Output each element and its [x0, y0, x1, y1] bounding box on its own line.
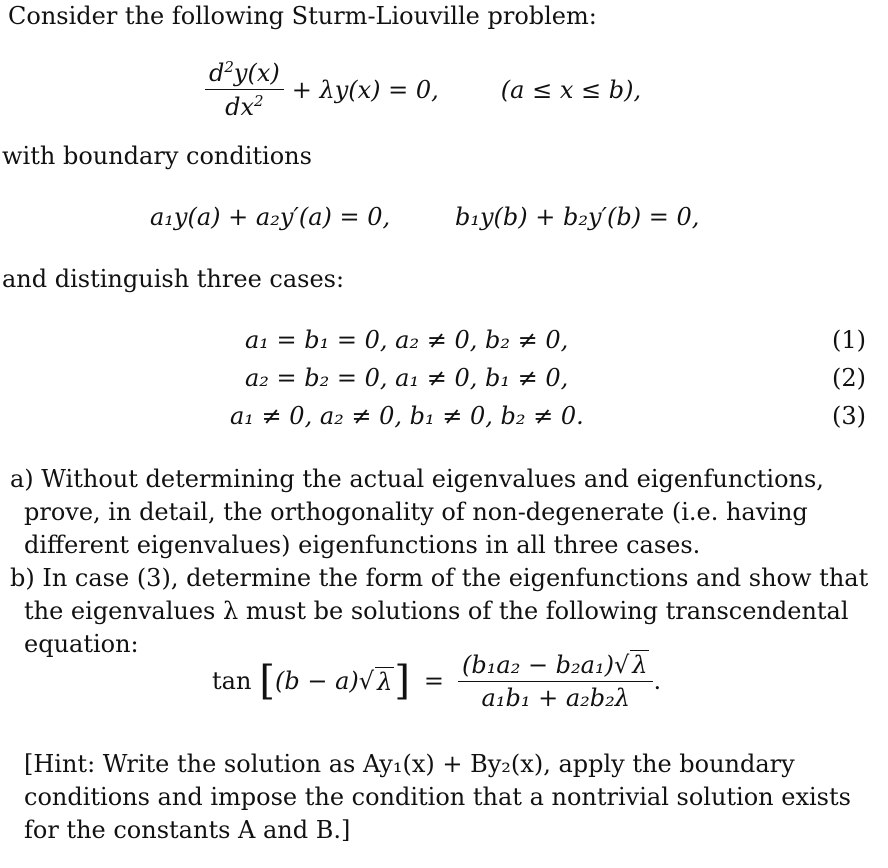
sqrt-symbol: √: [358, 667, 375, 695]
tan-label: tan: [212, 667, 252, 695]
with-bc-text: with boundary conditions: [2, 142, 312, 170]
case-1: a₁ = b₁ = 0, a₂ ≠ 0, b₂ ≠ 0,: [245, 326, 569, 354]
bc-right: b₁y(b) + b₂y′(b) = 0,: [455, 203, 700, 231]
transcendental-equation: [212, 650, 661, 712]
case-1-number: (1): [832, 326, 866, 354]
ode-rest: + λy(x) = 0,: [291, 75, 439, 104]
rhs-fraction: $\frac{\text{(b₁a₂ − b₂a₁)√ λ}}{\text{a₁b₁ + a₂b₂λ}}$: [458, 650, 653, 712]
case-2-number: (2): [832, 364, 866, 392]
tan-argument: (b − a): [275, 667, 359, 695]
three-cases-text: and distinguish three cases:: [2, 265, 345, 293]
left-bracket: [: [259, 658, 276, 704]
bc-left: a₁y(a) + a₂y′(a) = 0,: [150, 203, 391, 231]
right-bracket: ]: [394, 658, 410, 704]
part-b-text: b) In case (3), determine the form of the eigenfunctions and show that the eigenvalues λ must be solutions of the following transcendental equation:: [10, 564, 869, 658]
intro-text: Consider the following Sturm-Liouville problem:: [8, 2, 597, 30]
period: .: [653, 667, 662, 695]
part-a-text: a) Without determining the actual eigenvalues and eigenfunctions, prove, in detail, the orthogonality of non-degenerate (i.e. having different eigenvalues) eigenfunctions in all three cases.: [10, 465, 824, 559]
case-2: a₂ = b₂ = 0, a₁ ≠ 0, b₁ ≠ 0,: [245, 364, 569, 392]
case-3: a₁ ≠ 0, a₂ ≠ 0, b₁ ≠ 0, b₂ ≠ 0.: [230, 402, 584, 430]
hint-text: [Hint: Write the solution as Ay₁(x) + By₂(x), apply the boundary conditions and impose the condition that a nontrivial solution exists for the constants A and B.]: [24, 750, 851, 844]
equals-sign: =: [423, 667, 445, 695]
derivative-fraction: $\frac{d^2y(x)}{dx^2}$: [205, 58, 284, 121]
ode-equation: [205, 58, 641, 121]
ode-domain: (a ≤ x ≤ b),: [500, 75, 642, 104]
sqrt-lambda: λ: [377, 667, 393, 696]
case-3-number: (3): [832, 402, 866, 430]
